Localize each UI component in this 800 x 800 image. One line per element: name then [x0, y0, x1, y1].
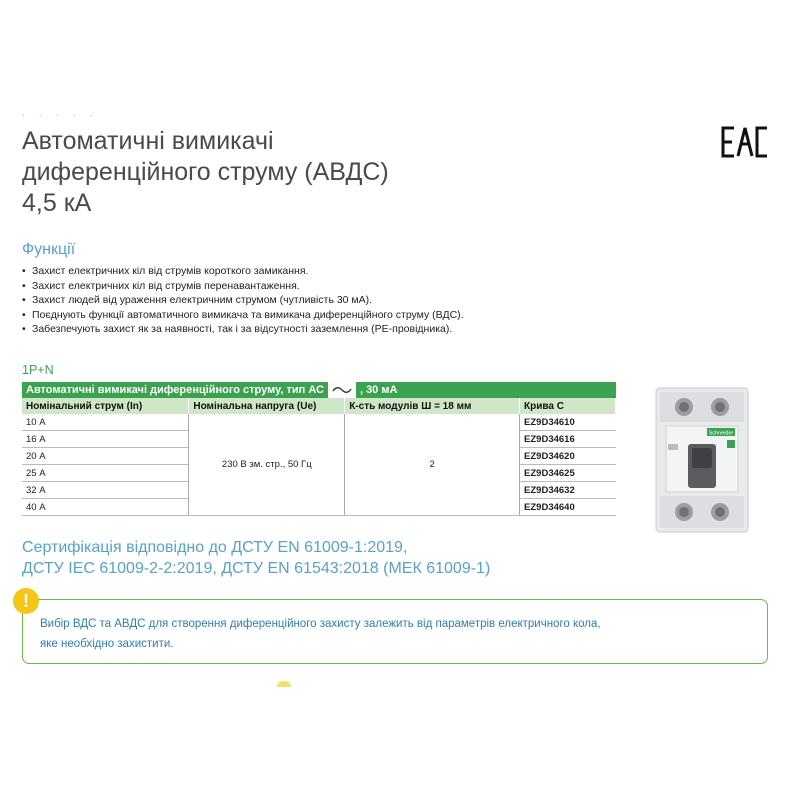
- column-header-curve: Крива С: [520, 398, 616, 414]
- page-title-line-3: 4,5 кА: [22, 189, 92, 217]
- column-header-current: Номінальний струм (In): [22, 398, 189, 414]
- list-item: • Захист електричних кіл від струмів короткого замикання.: [22, 264, 464, 279]
- table-row: [22, 414, 616, 431]
- table-title: [22, 382, 616, 398]
- cell-current: 32 А: [22, 482, 189, 499]
- table-title-sensitivity: , 30 мА: [359, 383, 398, 396]
- cell-code: EZ9D34632: [520, 482, 616, 499]
- column-header-voltage: Номінальна напруга (Ue): [189, 398, 345, 414]
- certification-line-2: ДСТУ IEC 61009-2-2:2019, ДСТУ EN 61543:2018 (МЕК 61009-1): [22, 560, 491, 577]
- breadcrumb-dots: . . . . .: [22, 108, 99, 118]
- cell-code: EZ9D34640: [520, 499, 616, 516]
- cell-modules: 2: [345, 414, 520, 516]
- column-header-modules: К-сть модулів Ш = 18 мм: [345, 398, 520, 414]
- cell-current: 20 А: [22, 448, 189, 465]
- certification-line-1: Сертифікація відповідно до ДСТУ EN 61009-1:2019,: [22, 539, 408, 556]
- functions-list: [22, 264, 464, 337]
- spec-table: [22, 382, 616, 516]
- page-title: [22, 126, 389, 219]
- table-title-row: [22, 382, 616, 398]
- ac-wave-icon: [328, 382, 356, 398]
- pole-label: 1P+N: [22, 363, 54, 377]
- note-line-1: Вибір ВДС та АВДС для створення диференційного захисту залежить від параметрів електричного кола,: [40, 618, 601, 630]
- table-title-text: Автоматичні вимикачі диференційного струму, тип АС: [26, 383, 324, 396]
- list-item: • Захист електричних кіл від струмів перенавантаження.: [22, 279, 464, 294]
- cell-code: EZ9D34625: [520, 465, 616, 482]
- certification-text: [22, 537, 490, 579]
- cell-voltage: 230 В зм. стр., 50 Гц: [189, 414, 345, 516]
- cell-current: 25 А: [22, 465, 189, 482]
- eac-mark-icon: [721, 126, 769, 158]
- cell-code: EZ9D34620: [520, 448, 616, 465]
- page-title-line-2: диференційного струму (АВДС): [22, 158, 389, 186]
- functions-heading: Функції: [22, 241, 76, 258]
- page-title-line-1: Автоматичні вимикачі: [22, 127, 274, 155]
- cell-current: 10 А: [22, 414, 189, 431]
- device-brand: Schneider: [708, 430, 734, 437]
- cell-code: EZ9D34616: [520, 431, 616, 448]
- note-text: [40, 614, 601, 654]
- list-item: • Забезпечують захист як за наявності, так і за відсутності заземлення (PE-провідника).: [22, 322, 464, 337]
- rcbo-device-image: [652, 384, 752, 536]
- cell-current: 40 А: [22, 499, 189, 516]
- cell-code: EZ9D34610: [520, 414, 616, 431]
- list-item: • Захист людей від ураження електричним струмом (чутливість 30 мА).: [22, 293, 464, 308]
- list-item: • Поєднують функції автоматичного вимикача та вимикача диференційного струму (ВДС).: [22, 308, 464, 323]
- warning-icon: !: [13, 588, 39, 614]
- cell-current: 16 А: [22, 431, 189, 448]
- note-line-2: яке необхідно захистити.: [40, 638, 174, 650]
- table-header-row: [22, 398, 616, 414]
- decorative-dot: [277, 681, 291, 687]
